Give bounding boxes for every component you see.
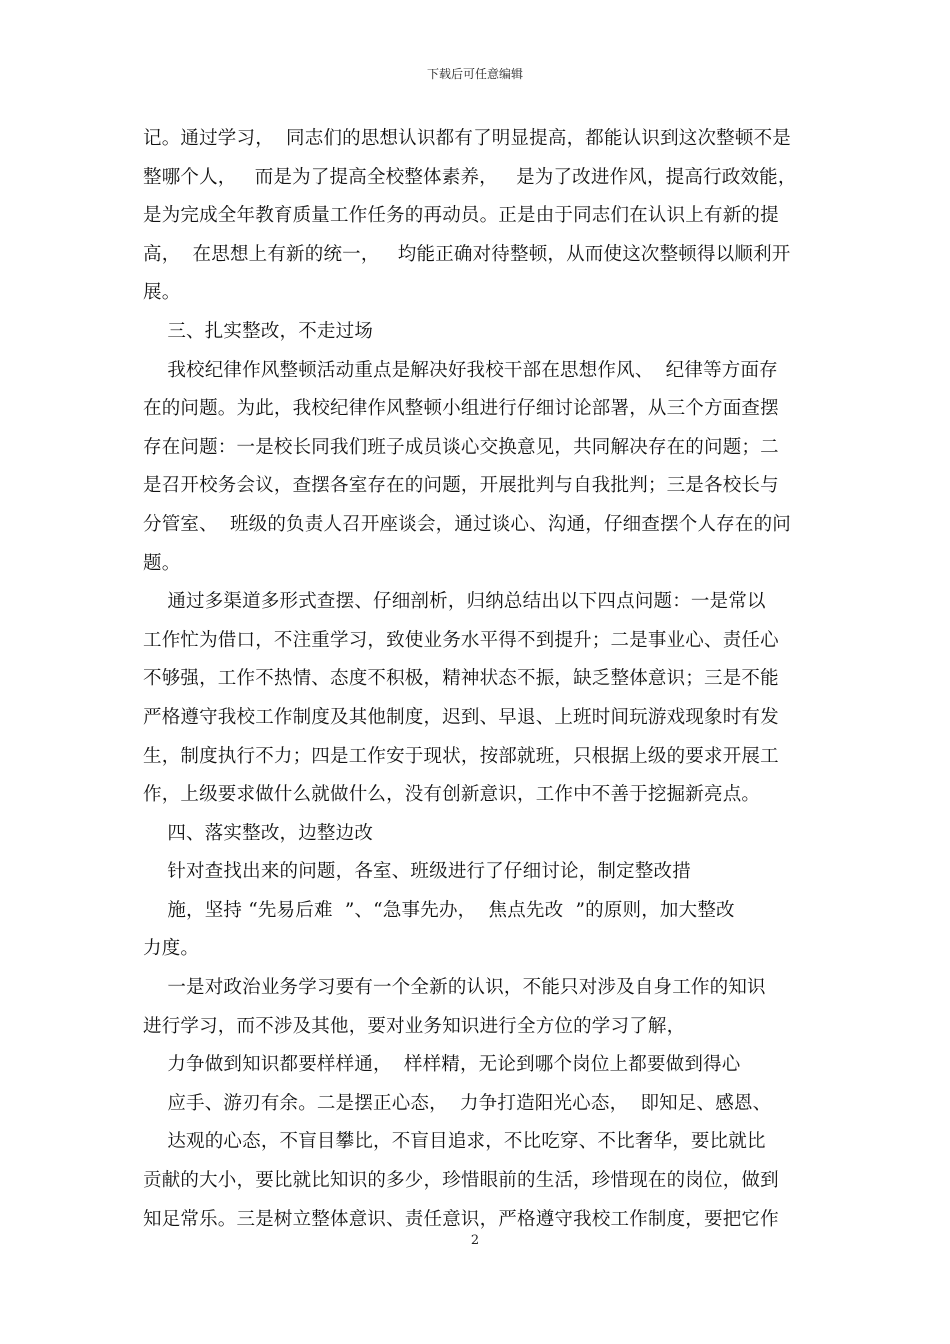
text-line: 工作忙为借口，不注重学习，致使业务水平得不到提升；二是事业心、责任心: [143, 629, 779, 651]
text-line: 力度。: [143, 938, 200, 960]
page-header: 下载后可任意编辑: [426, 67, 523, 81]
text-line: 是召开校务会议，查摆各室存在的问题，开展批判与自我批判；三是各校长与: [143, 475, 779, 497]
text-line: 贡献的大小，要比就比知识的多少，珍惜眼前的生活，珍惜现在的岗位，做到: [143, 1170, 779, 1192]
text-line: 四、落实整改，边整边改: [143, 822, 374, 844]
page-number: 2: [470, 1233, 480, 1248]
text-line: 一是对政治业务学习要有一个全新的认识，不能只对涉及自身工作的知识: [143, 977, 766, 999]
text-line: 力争做到知识都要样样通， 样样精，无论到哪个岗位上都要做到得心: [143, 1054, 741, 1076]
text-line: 作，上级要求做什么就做什么，没有创新意识，工作中不善于挖掘新亮点。: [143, 784, 761, 806]
text-line: 我校纪律作风整顿活动重点是解决好我校干部在思想作风、 纪律等方面存: [143, 359, 778, 381]
text-line: 三、扎实整改，不走过场: [143, 320, 374, 342]
text-line: 针对查找出来的问题，各室、班级进行了仔细讨论，制定整改措: [143, 861, 691, 883]
text-line: 知足常乐。三是树立整体意识、责任意识，严格遵守我校工作制度，要把它作: [143, 1208, 779, 1230]
text-line: 通过多渠道多形式查摆、仔细剖析，归纳总结出以下四点问题：一是常以: [143, 591, 766, 613]
text-line: 分管室、 班级的负责人召开座谈会，通过谈心、沟通，仔细查摆个人存在的问: [143, 513, 791, 535]
document-body: [143, 120, 811, 1239]
text-line: 是为完成全年教育质量工作任务的再动员。正是由于同志们在认识上有新的提: [143, 205, 779, 227]
text-line: 施，坚持 “先易后难 ”、“急事先办， 焦点先改 ”的原则，加大整改: [143, 899, 735, 921]
text-line: 不够强，工作不热情、态度不积极，精神状态不振，缺乏整体意识；三是不能: [143, 668, 779, 690]
text-line: 展。: [143, 282, 181, 304]
text-line: 严格遵守我校工作制度及其他制度，迟到、早退、上班时间玩游戏现象时有发: [143, 706, 779, 728]
text-line: 应手、游刃有余。二是摆正心态， 力争打造阳光心态， 即知足、感恩、: [143, 1092, 772, 1114]
text-line: 生，制度执行不力；四是工作安于现状，按部就班，只根据上级的要求开展工: [143, 745, 779, 767]
text-line: 进行学习，而不涉及其他，要对业务知识进行全方位的学习了解，: [143, 1015, 686, 1037]
text-line: 记。通过学习， 同志们的思想认识都有了明显提高，都能认识到这次整顿不是: [143, 128, 791, 149]
text-line: 整哪个人， 而是为了提高全校整体素养， 是为了改进作风，提高行政效能，: [143, 166, 797, 188]
text-line: 在的问题。为此，我校纪律作风整顿小组进行仔细讨论部署，从三个方面查摆: [143, 398, 779, 420]
text-line: 存在问题：一是校长同我们班子成员谈心交换意见，共同解决存在的问题；二: [143, 436, 779, 458]
text-line: 达观的心态，不盲目攀比，不盲目追求，不比吃穿、不比奢华，要比就比: [143, 1131, 766, 1153]
text-line: 高， 在思想上有新的统一， 均能正确对待整顿，从而使这次整顿得以顺利开: [143, 243, 791, 265]
text-line: 题。: [143, 552, 181, 574]
